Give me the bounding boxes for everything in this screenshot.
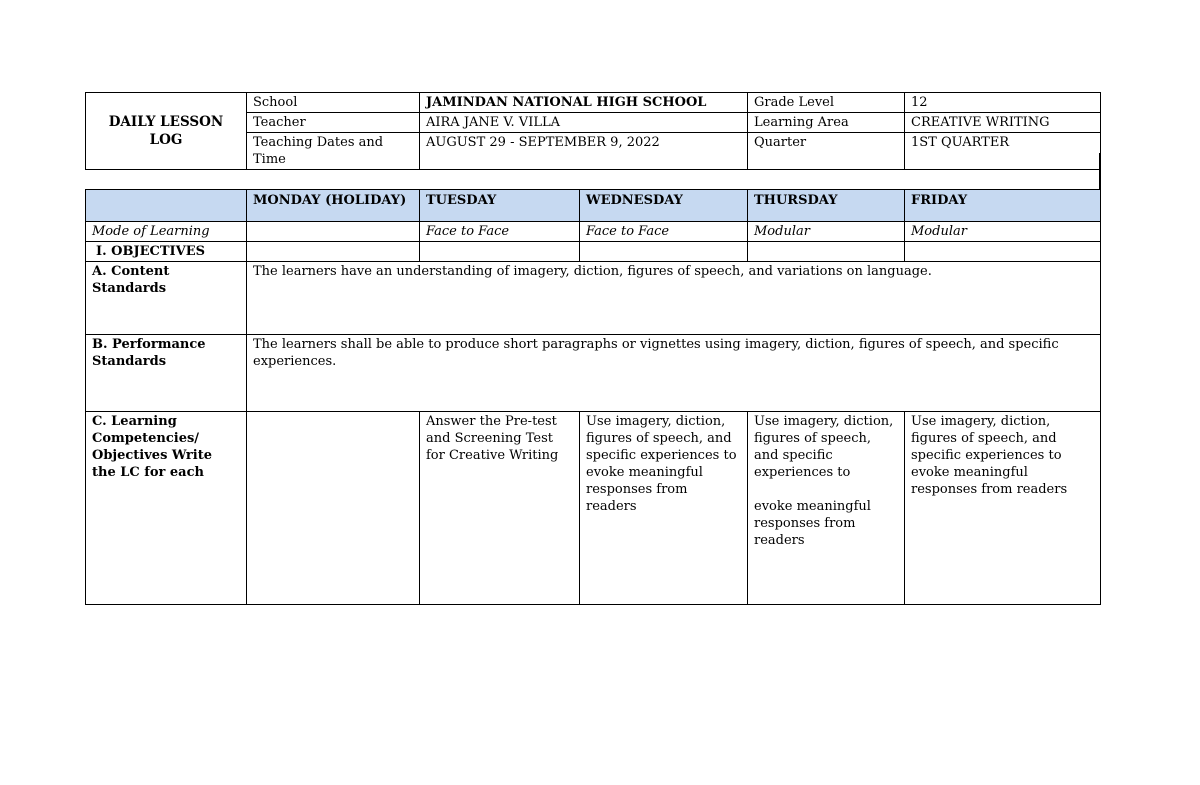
content-standards-label: A. Content Standards — [86, 262, 247, 335]
competency-wednesday: Use imagery, diction, figures of speech, and specific experiences to evoke meaningful responses from readers — [580, 412, 748, 605]
grade-level-label: Grade Level — [748, 93, 905, 113]
mode-wednesday: Face to Face — [580, 222, 748, 242]
teaching-dates-label: Teaching Dates and Time — [247, 133, 420, 170]
teacher-value: AIRA JANE V. VILLA — [420, 113, 748, 133]
grade-level-value: 12 — [905, 93, 1101, 113]
day-header-blank — [86, 190, 247, 222]
right-border-line — [1099, 153, 1101, 189]
learning-area-value: CREATIVE WRITING — [905, 113, 1101, 133]
objectives-cell — [748, 242, 905, 262]
header-row-school — [86, 93, 1101, 113]
teaching-dates-value: AUGUST 29 - SEPTEMBER 9, 2022 — [420, 133, 748, 170]
performance-standards-row — [86, 335, 1101, 412]
objectives-label: I. OBJECTIVES — [86, 242, 247, 262]
mode-thursday: Modular — [748, 222, 905, 242]
school-value: JAMINDAN NATIONAL HIGH SCHOOL — [420, 93, 748, 113]
mode-of-learning-label: Mode of Learning — [86, 222, 247, 242]
day-header-wednesday: WEDNESDAY — [580, 190, 748, 222]
objectives-cell — [420, 242, 580, 262]
learning-area-label: Learning Area — [748, 113, 905, 133]
content-standards-text: The learners have an understanding of imagery, diction, figures of speech, and variations on language. — [247, 262, 1101, 335]
performance-standards-text: The learners shall be able to produce short paragraphs or vignettes using imagery, diction, figures of speech, and specific experiences. — [247, 335, 1101, 412]
quarter-value: 1ST QUARTER — [905, 133, 1101, 170]
day-header-friday: FRIDAY — [905, 190, 1101, 222]
mode-monday — [247, 222, 420, 242]
quarter-label: Quarter — [748, 133, 905, 170]
day-header-tuesday: TUESDAY — [420, 190, 580, 222]
lesson-table — [85, 189, 1101, 605]
day-header-thursday: THURSDAY — [748, 190, 905, 222]
competency-friday: Use imagery, diction, figures of speech, and specific experiences to evoke meaningful responses from readers — [905, 412, 1101, 605]
content-standards-row — [86, 262, 1101, 335]
mode-friday: Modular — [905, 222, 1101, 242]
objectives-cell — [580, 242, 748, 262]
objectives-cell — [905, 242, 1101, 262]
school-label: School — [247, 93, 420, 113]
learning-competencies-row — [86, 412, 1101, 605]
daily-lesson-log-title: DAILY LESSON LOG — [86, 93, 247, 170]
performance-standards-label: B. Performance Standards — [86, 335, 247, 412]
mode-tuesday: Face to Face — [420, 222, 580, 242]
objectives-cell — [247, 242, 420, 262]
competency-monday — [247, 412, 420, 605]
mode-of-learning-row — [86, 222, 1101, 242]
day-header-row — [86, 190, 1101, 222]
day-header-monday: MONDAY (HOLIDAY) — [247, 190, 420, 222]
teacher-label: Teacher — [247, 113, 420, 133]
header-table — [85, 92, 1101, 170]
learning-competencies-label: C. Learning Competencies/ Objectives Write the LC for each — [86, 412, 247, 605]
competency-tuesday: Answer the Pre-test and Screening Test for Creative Writing — [420, 412, 580, 605]
competency-thursday: Use imagery, diction, figures of speech, and specific experiences to evoke meaningful responses from readers — [748, 412, 905, 605]
objectives-row — [86, 242, 1101, 262]
